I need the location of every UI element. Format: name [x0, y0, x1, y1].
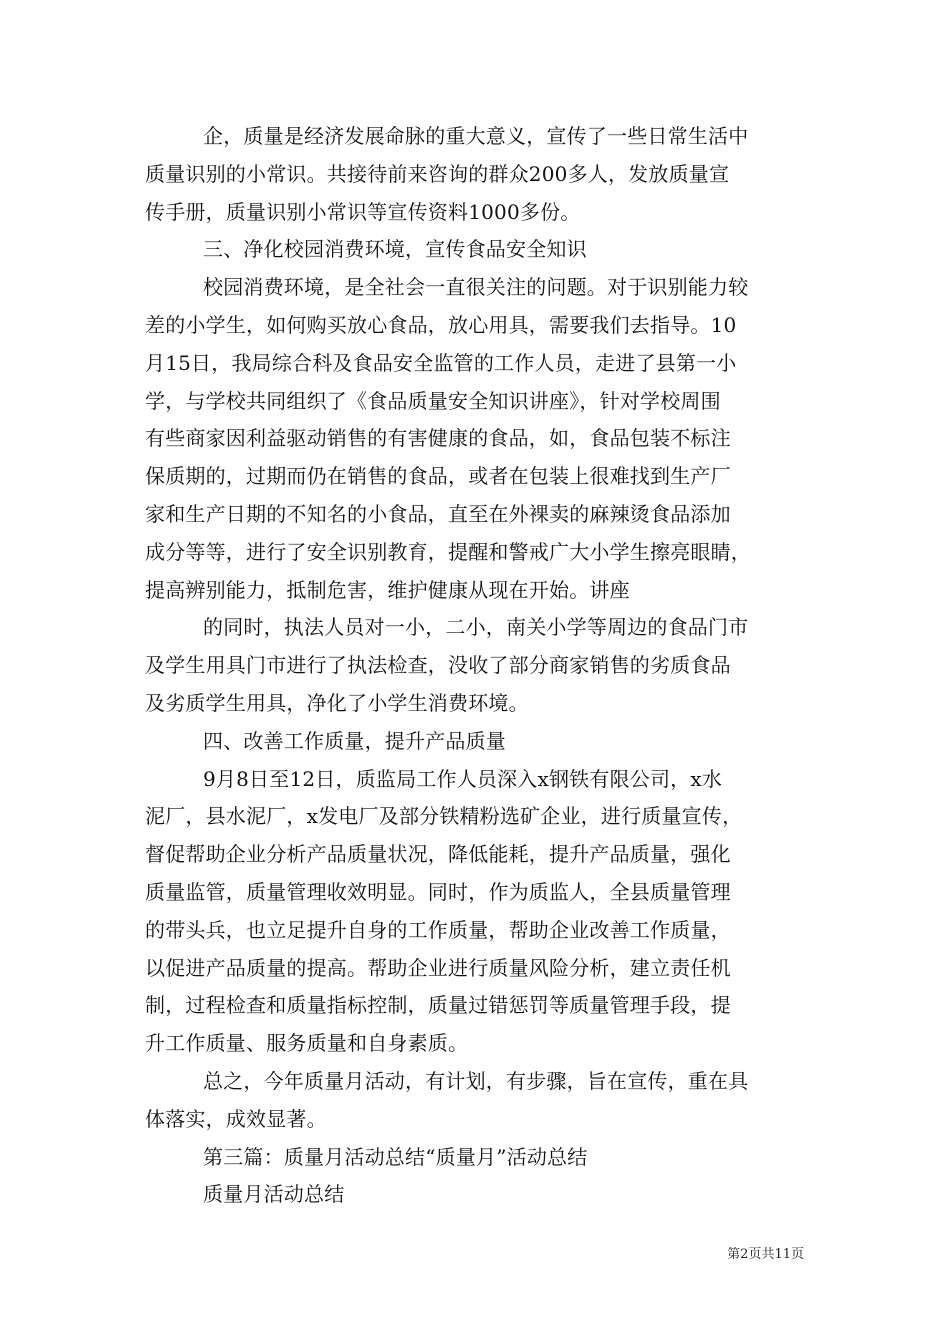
text-line: 质量月活动总结	[203, 1182, 345, 1207]
body-text	[145, 118, 815, 1214]
text-line: 提高辨别能力，抵制危害，维护健康从现在开始。讲座	[145, 577, 630, 602]
text-line: 校园消费环境，是全社会一直很关注的问题。对于识别能力较	[203, 275, 749, 300]
text-line: 体落实，成效显著。	[145, 1106, 327, 1131]
text-line: 升工作质量、服务质量和自身素质。	[145, 1031, 469, 1056]
text-line: 差的小学生，如何购买放心食品，放心用具，需要我们去指导。10	[145, 312, 737, 337]
text-line: 质量监管，质量管理收效明显。同时，作为质监人，全县质量管理	[145, 879, 731, 904]
text-line: 第三篇：质量月活动总结“质量月”活动总结	[203, 1144, 588, 1169]
text-line: 三、净化校园消费环境，宣传食品安全知识	[203, 237, 587, 262]
text-line: 质量识别的小常识。共接待前来咨询的群众200多人，发放质量宣	[145, 161, 730, 186]
text-line: 的带头兵，也立足提升自身的工作质量，帮助企业改善工作质量，	[145, 917, 731, 942]
text-line: 9月8日至12日，质监局工作人员深入x钢铁有限公司，x水	[203, 766, 723, 791]
text-line: 及劣质学生用具，净化了小学生消费环境。	[145, 690, 529, 715]
text-line: 督促帮助企业分析产品质量状况，降低能耗，提升产品质量，强化	[145, 842, 731, 867]
text-line: 及学生用具门市进行了执法检查，没收了部分商家销售的劣质食品	[145, 653, 731, 678]
text-line: 传手册，质量识别小常识等宣传资料1000多份。	[145, 199, 581, 224]
text-line: 四、改善工作质量，提升产品质量	[203, 728, 506, 753]
text-line: 以促进产品质量的提高。帮助企业进行质量风险分析，建立责任机	[145, 955, 731, 980]
text-line: 的同时，执法人员对一小，二小，南关小学等周边的食品门市	[203, 615, 749, 640]
text-line: 月15日，我局综合科及食品安全监管的工作人员，走进了县第一小	[145, 350, 737, 375]
text-line: 企，质量是经济发展命脉的重大意义，宣传了一些日常生活中	[203, 124, 749, 148]
text-line: 家和生产日期的不知名的小食品，直至在外裸卖的麻辣烫食品添加	[145, 501, 731, 526]
text-line: 制，过程检查和质量指标控制，质量过错惩罚等质量管理手段，提	[145, 993, 731, 1018]
text-line: 保质期的，过期而仍在销售的食品，或者在包装上很难找到生产厂	[145, 464, 731, 489]
text-line: 有些商家因利益驱动销售的有害健康的食品，如，食品包装不标注	[145, 426, 731, 451]
text-line: 泥厂，县水泥厂，x发电厂及部分铁精粉选矿企业，进行质量宣传，	[145, 804, 743, 829]
text-line: 学，与学校共同组织了《食品质量安全知识讲座》，针对学校周围	[145, 388, 721, 413]
page-number-footer: 第2页共11页	[727, 1247, 804, 1262]
text-line: 成分等等，进行了安全识别教育，提醒和警戒广大小学生擦亮眼睛，	[145, 539, 751, 564]
text-line: 总之，今年质量月活动，有计划，有步骤，旨在宣传，重在具	[203, 1068, 749, 1093]
